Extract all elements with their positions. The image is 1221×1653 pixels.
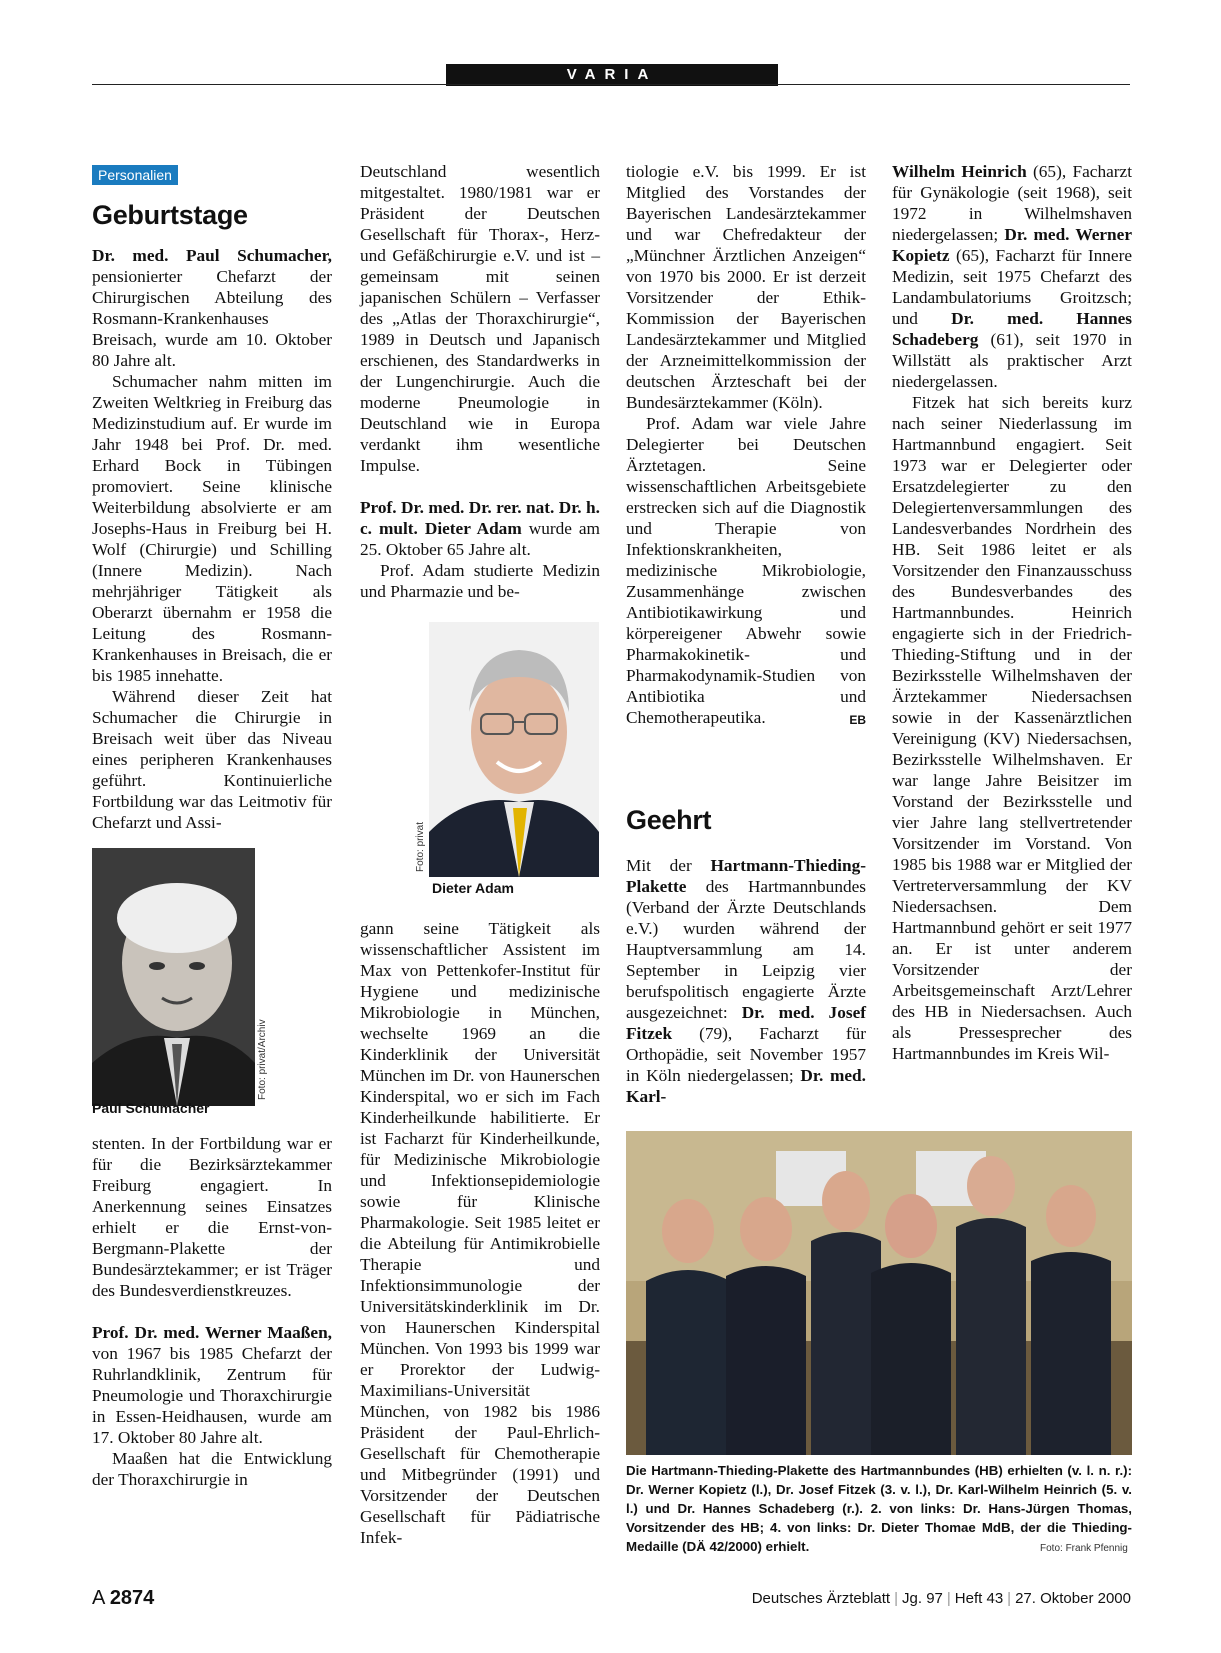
column-2-top [360, 161, 600, 601]
paragraph: Prof. Adam studierte Medizin und Pharmazie und be- [360, 561, 600, 601]
rubric-tag: Personalien [92, 165, 178, 185]
paragraph-text: pensionierter Chefarzt der Chirurgischen Abteilung des Rosmann-Krankenhauses Breisach, wurde am 10. Oktober 80 Jahre alt. [92, 267, 332, 370]
photo-credit: Foto: privat/Archiv [257, 1019, 268, 1100]
paragraph: Deutschland wesentlich mitgestaltet. 1980/1981 war er Präsident der Deutschen Gesellschaft für Thorax-, Herz- und Gefäßchirurgie e.V. und ist – gemeinsam mit seinen japanischen Schülern – Verfasser des „Atlas der Thoraxchirurgie“, 1989 in Deutsch und Japanisch erschienen, des Standardwerks in der Lungenchirurgie. Auch die moderne Pneumologie in Deutschland wie in Europa verdankt ihm wesentliche Impulse. [360, 162, 600, 475]
paragraph-text: wurde am 25. Oktober 65 Jahre alt. [360, 519, 600, 559]
separator: | [1007, 1590, 1012, 1607]
paragraph-text: (61), seit 1970 in Willstätt als praktischer Arzt niedergelassen. [892, 330, 1132, 391]
separator: | [894, 1590, 899, 1607]
column-1-top [92, 245, 332, 832]
header-rule [92, 84, 1130, 85]
journal-issue: Heft 43 [954, 1590, 1004, 1607]
paragraph-text: des Hartmannbundes (Verband der Ärzte Deutschlands e.V.) wurden während der Hauptversammlung am 14. September in Leipzig vier berufspolitisch engagierte Ärzte ausgezeichnet: [626, 877, 866, 1022]
paragraph [92, 245, 332, 371]
paragraph [626, 413, 866, 728]
paragraph-text: Prof. Adam war viele Jahre Delegierter bei Deutschen Ärztetagen. Seine wissenschaftlichen Arbeitsgebiete erstrecken sich auf die Diagnostik und Therapie von Infektionskrankheiten, medizinische Mikrobiologie, Zusammenhänge zwischen Antibiotikawirkung und körpereigener Abwehr sowie Pharmakokinetik- und Pharmakodynamik-Studien von Antibiotika und Chemotherapeutika. [626, 414, 866, 727]
column-3-bottom [626, 855, 866, 1115]
paragraph: tiologie e.V. bis 1999. Er ist Mitglied des Vorstandes der Bayerischen Landesärztekammer und war Chefredakteur der „Münchner Ärztlichen Anzeigen“ von 1970 bis 2000. Er ist derzeit Vorsitzender der Ethik-Kommission der Bayerischen Landesärztekammer und Mitglied der Arzneimittelkommission der deutschen Ärzteschaft bei der Bundesärztekammer (Köln). [626, 162, 866, 412]
column-1-bottom [92, 1133, 332, 1503]
paragraph [626, 855, 866, 1107]
photo-credit: Foto: Frank Pfennig [1040, 1543, 1128, 1554]
person-name: Dr. med. Werner Kopietz [892, 225, 1133, 265]
paragraph: stenten. In der Fortbildung war er für die Bezirksärztekammer Freiburg engagiert. In Anerkennung seines Einsatzes erhielt er die Ernst-von-Bergmann-Plakette der Bundesärztekammer; er ist Träger des Bundesverdienstkreuzes. [92, 1134, 332, 1300]
paragraph-text: von 1967 bis 1985 Chefarzt der Ruhrlandklinik, Zentrum für Pneumologie und Thoraxchirurgie in Essen-Heidhausen, wurde am 17. Oktober 80 Jahre alt. [92, 1344, 332, 1447]
heading-honored: Geehrt [626, 805, 712, 835]
paragraph-text: (79), Facharzt für Orthopädie, seit November 1957 in Köln niedergelassen; [626, 1024, 866, 1085]
journal-date: 27. Oktober 2000 [1015, 1590, 1131, 1607]
person-name: Prof. Dr. med. Dr. rer. nat. Dr. h. c. mult. Dieter Adam [360, 498, 600, 538]
journal-footer [752, 1590, 1131, 1607]
journal-volume: Jg. 97 [902, 1590, 943, 1607]
photo-caption: Dieter Adam [432, 880, 514, 896]
paragraph: Fitzek hat sich bereits kurz nach seiner Niederlassung im Hartmannbund engagiert. Seit 1973 war er Delegierter oder Ersatzdelegierter zu den Delegiertenversammlungen des Landesverbandes Nordrhein des HB. Seit 1986 leitet er als Vorsitzender den Finanzausschuss des Bundesverbandes des Hartmannbundes. Heinrich engagierte sich in der Friedrich-Thieding-Stiftung und in der Bezirksstelle Wilhelmshaven der Ärztekammer Niedersachsen sowie in der Kassenärztlichen Vereinigung (KV) Niedersachsen, Bezirksstelle Wilhelmshaven. Er war lange Jahre Beisitzer im Vorstand der Bezirksstelle und vier Jahre lang stellvertretender Vorsitzender im Vorstand. Von 1985 bis 1988 war er Mitglied der Vertreterversammlung der KV Niedersachsen. Dem Hartmannbund gehört er seit 1977 an. Er ist unter anderem Vorsitzender der Arbeitsgemeinschaft Arzt/Lehrer des HB in Niedersachsen. Auch als Pressesprecher des Hartmannbundes im Kreis Wil- [892, 393, 1132, 1063]
person-name: Dr. med. Hannes Schadeberg [892, 309, 1132, 349]
photo-credit: Foto: privat [415, 821, 426, 872]
person-name: Dr. med. Karl- [626, 1066, 866, 1106]
column-2-bottom [360, 918, 600, 1547]
paragraph: Während dieser Zeit hat Schumacher die Chirurgie in Breisach weit über das Niveau eines peripheren Krankenhauses geführt. Kontinuierliche Fortbildung war das Leitmotiv für Chefarzt und Assi- [92, 687, 332, 832]
group-photo-caption: Die Hartmann-Thieding-Plakette des Hartmannbundes (HB) erhielten (v. l. n. r.): Dr. Werner Kopietz (l.), Dr. Josef Fitzek (3. v. l.), Dr. Karl-Wilhelm Heinrich (5. v. l.) und Dr. Hannes Schadeberg (r.). 2. von links: Dr. Hans-Jürgen Thomas, Vorsitzender des HB; 4. von links: Dr. Dieter Thomae MdB, der die Thieding-Medaille (DÄ 42/2000) erhielt. [626, 1463, 1132, 1554]
column-3-top [626, 161, 866, 781]
paragraph [892, 161, 1132, 392]
page-prefix: A [92, 1587, 105, 1609]
heading-birthdays: Geburtstage [92, 200, 248, 230]
page-number-value: 2874 [109, 1587, 155, 1609]
journal-name: Deutsches Ärzteblatt [751, 1590, 891, 1607]
person-name: Dr. med. Paul Schumacher, [92, 246, 332, 265]
paragraph-text: (65), Facharzt für Innere Medizin, seit 1975 Chefarzt des Landambulatoriums Groitzsch; und [892, 246, 1132, 328]
photo-caption: Paul Schumacher [92, 1100, 210, 1116]
group-photo [626, 1131, 1132, 1455]
paragraph-text: (65), Facharzt für Gynäkologie (seit 1968), seit 1972 in Wilhelmshaven niedergelassen; [892, 162, 1132, 244]
author-signature: EB [849, 713, 866, 727]
paragraph: Schumacher nahm mitten im Zweiten Weltkrieg in Freiburg das Medizinstudium auf. Er wurde im Jahr 1948 bei Prof. Dr. med. Erhard Bock in Tübingen promoviert. Seine klinische Weiterbildung absolvierte er am Josephs-Haus in Freiburg bei H. Wolf (Chirurgie) und Schilling (Innere Medizin). Nach mehrjähriger Tätigkeit als Oberarzt übernahm er 1958 die Leitung des Rosmann-Krankenhauses in Breisach, die er bis 1985 innehatte. [92, 372, 332, 685]
person-name: Wilhelm Heinrich [892, 162, 1027, 181]
photo-paul-schumacher [92, 848, 255, 1106]
paragraph [360, 497, 600, 560]
person-name: Prof. Dr. med. Werner Maaßen, [92, 1323, 332, 1342]
paragraph-text: Mit der [626, 856, 711, 875]
person-name: Dr. med. Josef Fitzek [626, 1003, 866, 1043]
page-number [92, 1587, 154, 1610]
award-name: Hartmann-Thieding-Plakette [626, 856, 866, 896]
photo-dieter-adam [429, 622, 599, 877]
paragraph: gann seine Tätigkeit als wissenschaftlicher Assistent im Max von Pettenkofer-Institut für Hygiene und medizinische Mikrobiologie in München, wechselte 1969 an die Kinderklinik der Universität München im Dr. von Haunerschen Kinderspital, wo er sich im Fach Kinderheilkunde habilitierte. Er ist Facharzt für Kinderheilkunde, für Medizinische Mikrobiologie und Infektionsepidemiologie sowie für Klinische Pharmakologie. Seit 1985 leitet er die Abteilung für Antimikrobielle Therapie und Infektionsimmunologie der Universitätskinderklinik im Dr. von Haunerschen Kinderspital München. Von 1993 bis 1999 war er Prorektor der Ludwig-Maximilians-Universität München, von 1982 bis 1986 Präsident der Paul-Ehrlich-Gesellschaft für Chemotherapie und Mitbegründer (1991) und Vorsitzender der Deutschen Gesellschaft für Pädiatrische Infek- [360, 919, 600, 1547]
paragraph: Maaßen hat die Entwicklung der Thoraxchirurgie in [92, 1449, 332, 1489]
separator: | [946, 1590, 951, 1607]
column-4 [892, 161, 1132, 1116]
section-header: VARIA [446, 64, 778, 86]
paragraph [92, 1322, 332, 1448]
